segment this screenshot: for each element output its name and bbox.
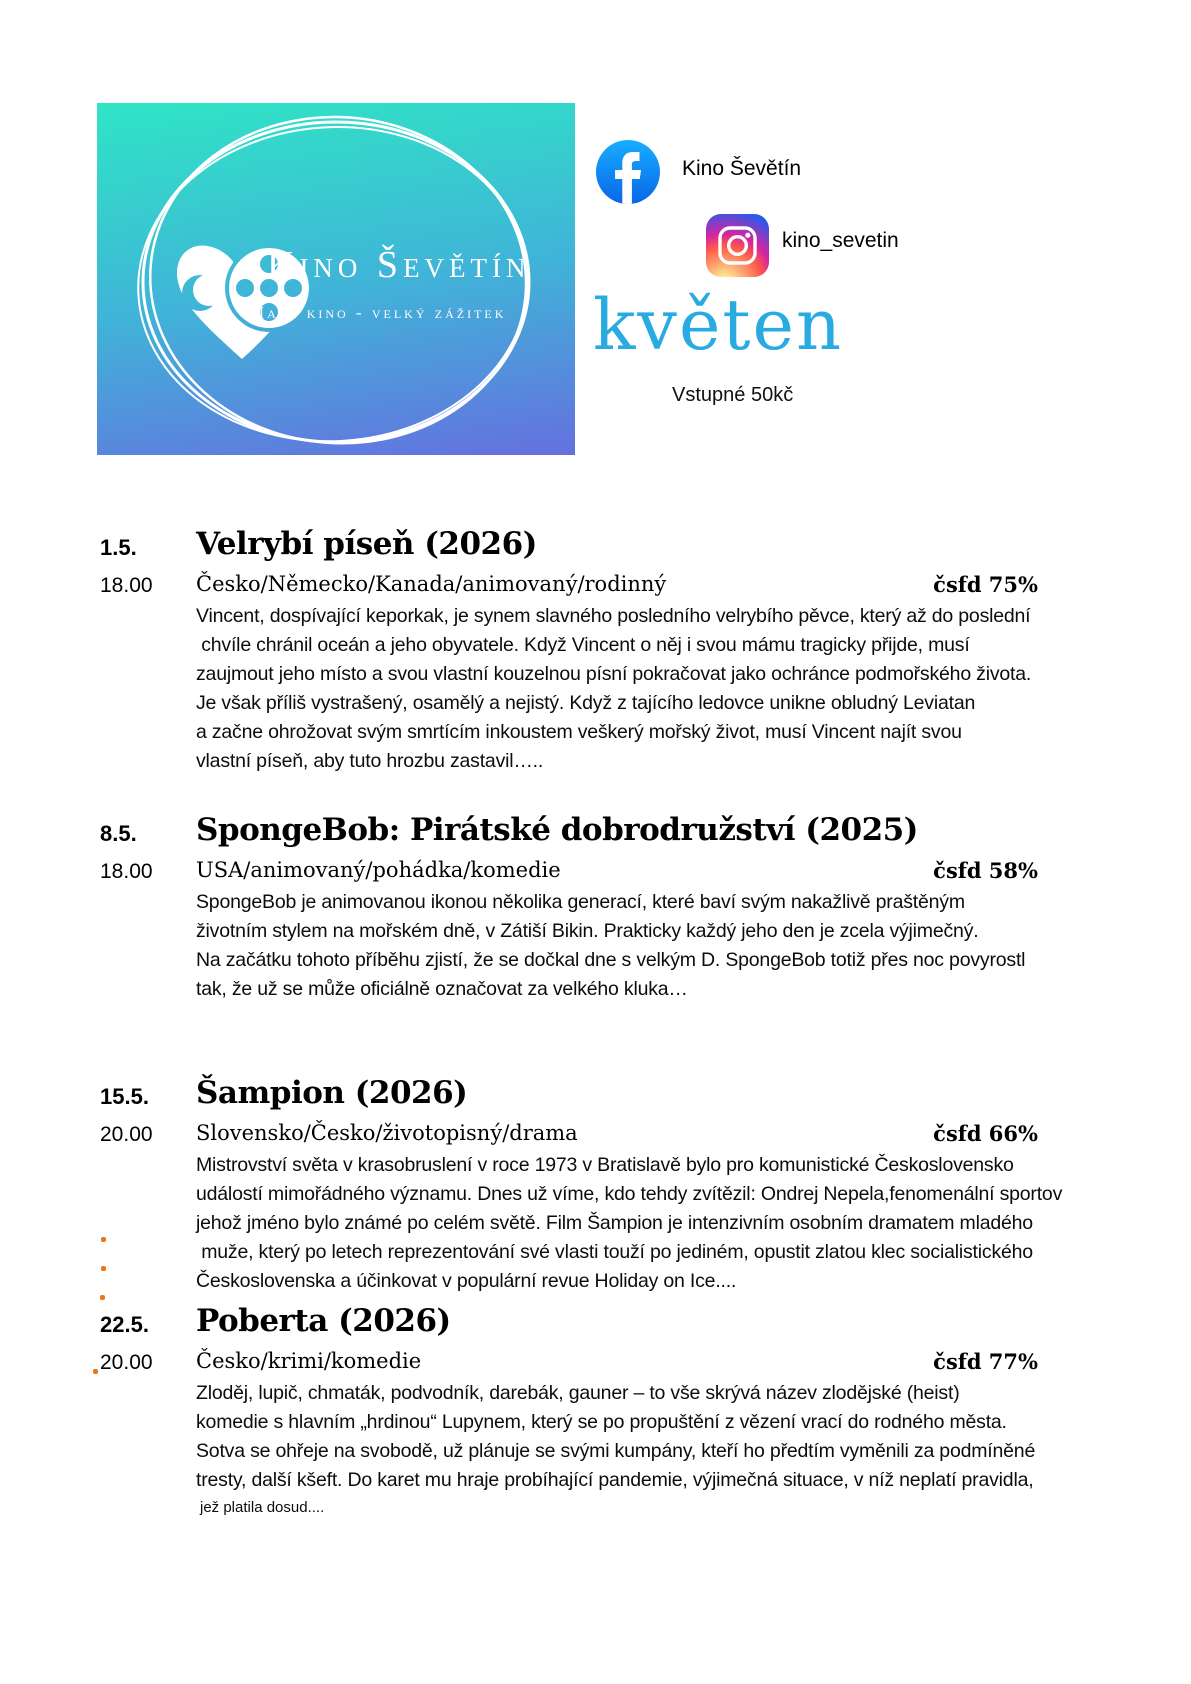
film-description-small-line: jež platila dosud.... [200,1499,325,1516]
film-date: 8.5. [100,821,137,846]
film-title: SpongeBob: Pirátské dobrodružství (2025) [196,812,918,848]
film-csfd-rating: čsfd 66% [933,1121,1038,1146]
film-csfd-rating: čsfd 77% [933,1349,1038,1374]
film-title: Velrybí píseň (2026) [196,526,537,562]
film-time: 18.00 [100,574,153,597]
film-csfd-rating: čsfd 75% [933,572,1038,597]
description-line: tak, že už se může oficiálně označovat za velkého kluka… [196,978,688,1000]
facebook-handle: Kino Ševětín [682,157,802,180]
description-line: a začne ohrožovat svým smrtícím inkoustem veškerý mořský život, musí Vincent najít svou [196,721,962,743]
month-title: květen [593,284,844,366]
instagram-handle: kino_sevetin [782,229,899,252]
description-line: událostí mimořádného významu. Dnes už víme, kdo tehdy zvítězil: Ondrej Nepela,fenomenální sportov [196,1183,1063,1205]
logo-tagline: Malé kino - velký zážitek [249,303,507,322]
description-line: Na začátku tohoto příběhu zjistí, že se dočkal dne s velkým D. SpongeBob totiž přes noc povyrostl [196,949,1026,971]
film-description [196,1379,1191,1495]
description-line: komedie s hlavním „hrdinou“ Lupynem, který se po propuštění z vězení vrací do rodného města. [196,1411,1007,1433]
description-line: Je však příliš vystrašený, osamělý a nejistý. Když z tajícího ledovce unikne obludný Leviatan [196,692,976,714]
admission-price: Vstupné 50kč [672,384,794,406]
film-genres: Česko/Německo/Kanada/animovaný/rodinný [196,572,667,596]
facebook-f-glyph [596,140,660,204]
film-title: Šampion (2026) [196,1075,468,1111]
film-time: 20.00 [100,1123,153,1146]
description-line: Zloděj, lupič, chmaták, podvodník, darebák, gauner – to vše skrývá název zlodějské (heist) [196,1382,960,1404]
film-meta-row [0,572,1038,602]
film-listing [0,1303,1191,1533]
description-line: muže, který po letech reprezentování své vlasti touží po jediném, opustit zlatou klec socialistického [196,1241,1033,1263]
instagram-icon [706,214,769,277]
description-line: Mistrovství světa v krasobruslení v roce 1973 v Bratislavě bylo pro komunistické Československo [196,1154,1014,1176]
film-description [196,888,1191,1004]
description-line: Československa a účinkovat v populární revue Holiday on Ice.... [196,1270,737,1292]
film-time: 18.00 [100,860,153,883]
logo-cinema-name: Kino Ševětín [267,244,531,286]
film-description [196,602,1191,776]
film-genres: Česko/krimi/komedie [196,1349,422,1373]
instagram-camera-glyph [706,214,769,277]
margin-dot [100,1295,105,1300]
margin-dot [101,1237,106,1242]
film-date: 22.5. [100,1312,149,1337]
film-date: 1.5. [100,535,137,560]
margin-dot [93,1369,98,1374]
margin-dot [101,1266,106,1271]
film-meta-row [0,1349,1038,1379]
description-line: zaujmout jeho místo a svou vlastní kouzelnou písní pokračovat jako ochránce podmořského života. [196,663,1032,685]
description-line: Vincent, dospívající keporkak, je synem slavného posledního velrybího pěvce, který až do poslední [196,605,1031,627]
film-meta-row [0,1121,1038,1151]
film-title: Poberta (2026) [196,1303,451,1339]
description-line: Sotva se ohřeje na svobodě, už plánuje se svými kumpány, kteří ho předtím vyměnili za podmíněné [196,1440,1036,1462]
film-description [196,1151,1191,1296]
description-line: chvíle chránil oceán a jeho obyvatele. Když Vincent o něj i svou mámu tragicky přijde, musí [196,634,970,656]
description-line: SpongeBob je animovanou ikonou několika generací, které baví svým nakažlivě praštěným [196,891,965,913]
film-genres: Slovensko/Česko/životopisný/drama [196,1121,578,1145]
film-csfd-rating: čsfd 58% [933,858,1038,883]
film-listing [0,526,1191,786]
description-line: tresty, další kšeft. Do karet mu hraje probíhající pandemie, výjimečná situace, v níž neplatí pravidla, [196,1469,1034,1491]
facebook-icon [596,140,660,204]
description-line: vlastní píseň, aby tuto hrozbu zastavil….. [196,750,544,772]
film-time: 20.00 [100,1351,153,1374]
film-listing [0,812,1191,1032]
description-line: životním stylem na mořském dně, v Zátiší Bikin. Prakticky každý jeho den je zcela výjimečný. [196,920,979,942]
description-line: jehož jméno bylo známé po celém světě. Film Šampion je intenzivním osobním dramatem mladého [196,1212,1033,1234]
film-genres: USA/animovaný/pohádka/komedie [196,858,561,882]
film-date: 15.5. [100,1084,149,1109]
film-listing [0,1075,1191,1301]
cinema-logo [97,103,575,455]
film-meta-row [0,858,1038,888]
